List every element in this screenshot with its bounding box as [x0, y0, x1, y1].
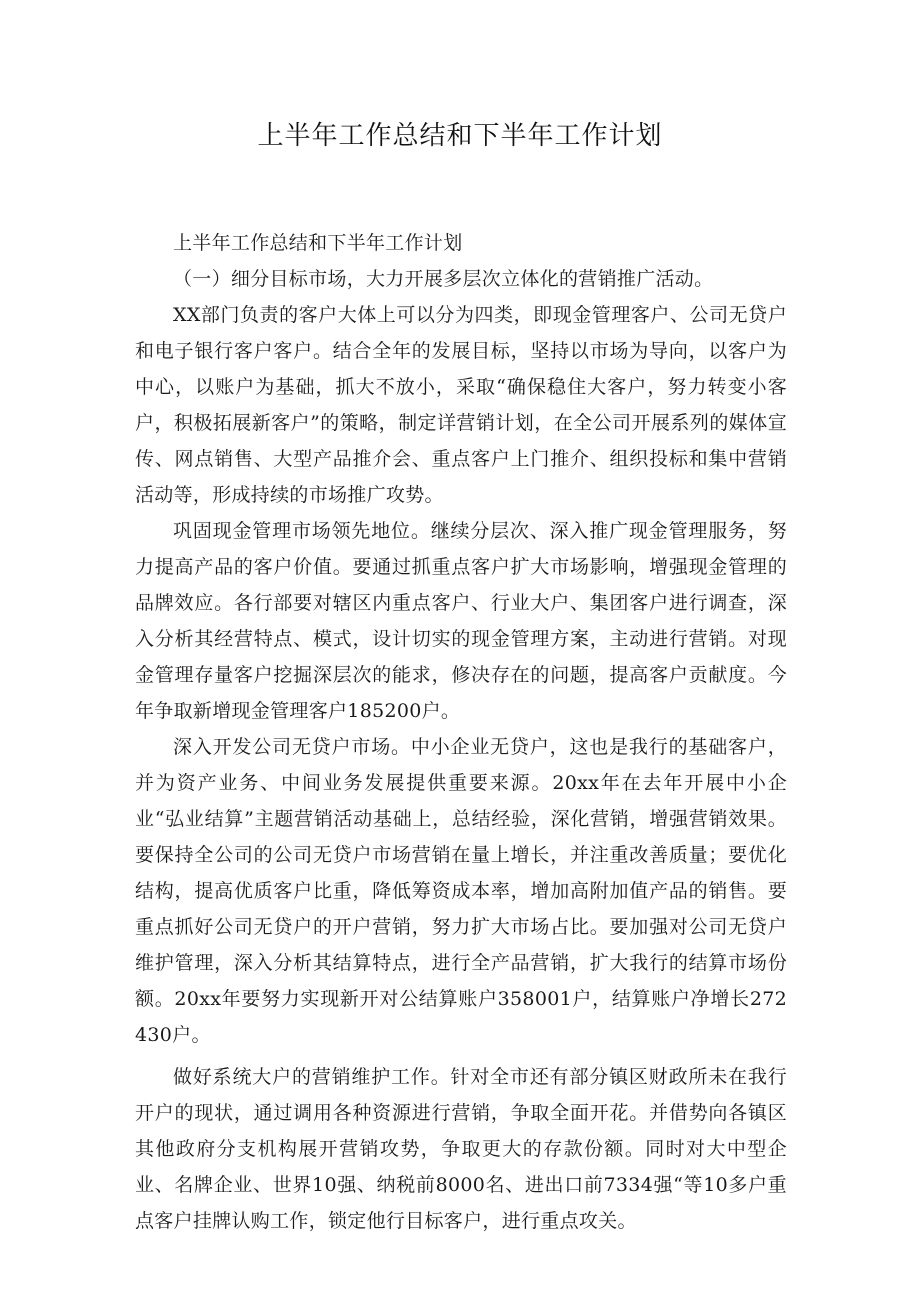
- document-title: 上半年工作总结和下半年工作计划: [257, 121, 663, 151]
- document-body: [135, 225, 787, 1239]
- body-paragraph-major-accounts: 做好系统大户的营销维护工作。针对全市还有部分镇区财政所未在我行开户的现状，通过调用各种资源进行营销，争取全面开花。并借势向各镇区其他政府分支机构展开营销攻势，争取更大的存款份额。同时对大中型企业、名牌企业、世界10强、纳税前8000名、进出口前7334强“等10多户重点客户挂牌认购工作，锁定他行目标客户，进行重点攻关。: [135, 1066, 787, 1232]
- body-paragraph-section-heading: （一）细分目标市场，大力开展多层次立体化的营销推广活动。: [173, 268, 714, 290]
- body-paragraph-cash-management: 巩固现金管理市场领先地位。继续分层次、深入推广现金管理服务，努力提高产品的客户价值。要通过抓重点客户扩大市场影响，增强现金管理的品牌效应。各行部要对辖区内重点客户、行业大户、集团客户进行调查，深入分析其经营特点、模式，设计切实的现金管理方案，主动进行营销。对现金管理存量客户挖掘深层次的能求，修决存在的问题，提高客户贡献度。今年争取新增现金管理客户185200户。: [135, 520, 787, 722]
- body-paragraph-subtitle: 上半年工作总结和下半年工作计划: [173, 232, 463, 254]
- body-paragraph-no-loan-accounts: 深入开发公司无贷户市场。中小企业无贷户，这也是我行的基础客户，并为资产业务、中间业务发展提供重要来源。20xx年在去年开展中小企业“弘业结算”主题营销活动基础上，总结经验，深化营销，增强营销效果。要保持全公司的公司无贷户市场营销在量上增长，并注重改善质量；要优化结构，提高优质客户比重，降低筹资成本率，增加高附加值产品的销售。要重点抓好公司无贷户的开户营销，努力扩大市场占比。要加强对公司无贷户维护管理，深入分析其结算特点，进行全产品营销，扩大我行的结算市场份额。20xx年要努力实现新开对公结算账户358001户，结算账户净增长272430户。: [135, 736, 787, 1046]
- body-paragraph-customer-overview: XX部门负责的客户大体上可以分为四类，即现金管理客户、公司无贷户和电子银行客户客户。结合全年的发展目标，坚持以市场为导向，以客户为中心，以账户为基础，抓大不放小，采取“确保稳住大客户，努力转变小客户，积极拓展新客户”的策略，制定详营销计划，在全公司开展系列的媒体宣传、网点销售、大型产品推介会、重点客户上门推介、组织投标和集中营销活动等，形成持续的市场推广攻势。: [135, 304, 787, 506]
